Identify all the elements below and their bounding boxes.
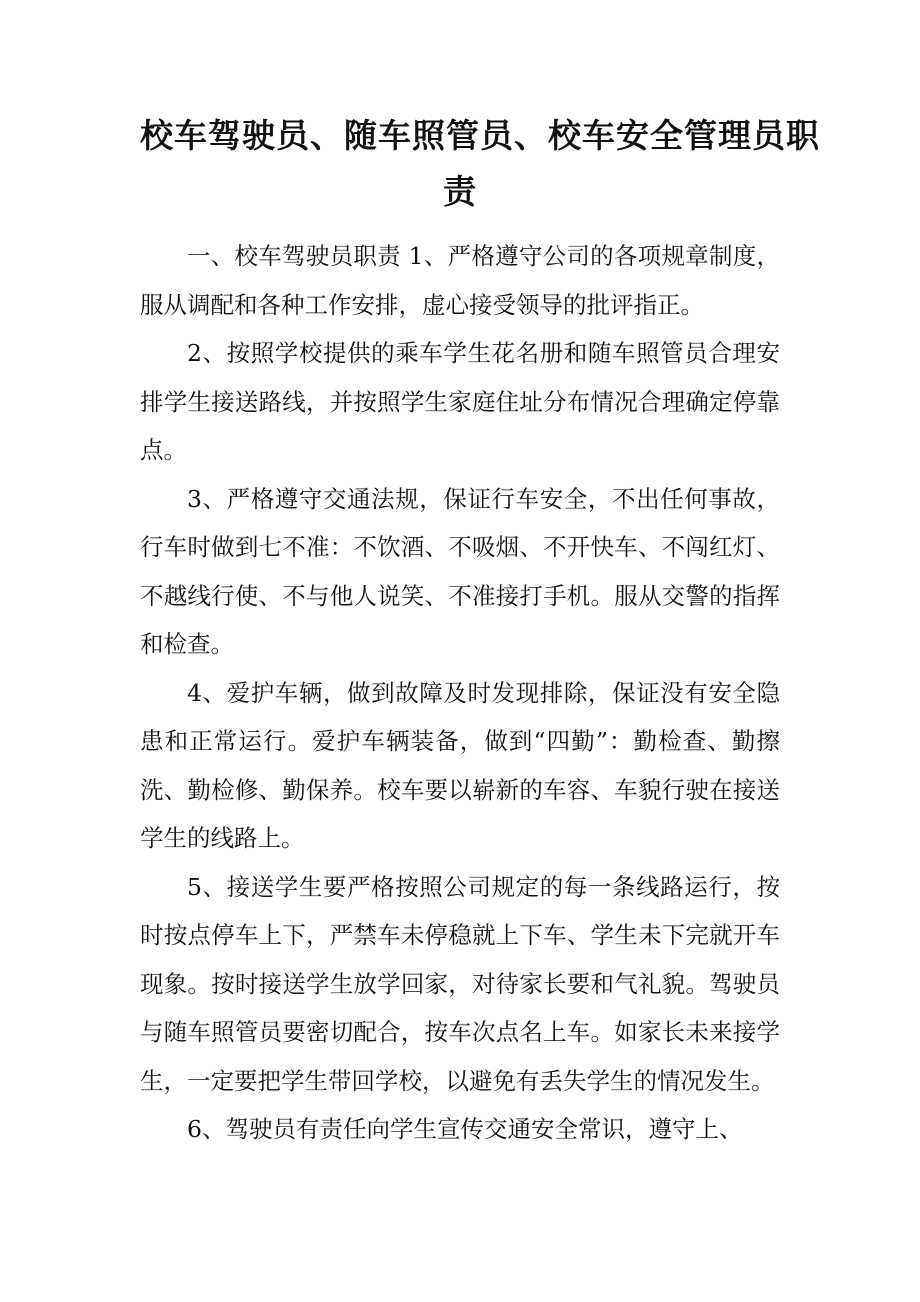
paragraph-driver-duty-3: 3、严格遵守交通法规，保证行车安全，不出任何事故，行车时做到七不准：不饮酒、不吸烟、不开快车、不闯红灯、不越线行使、不与他人说笑、不准接打手机。服从交警的指挥和检查。	[140, 484, 780, 658]
paragraph-driver-duty-4: 4、爱护车辆，做到故障及时发现排除，保证没有安全隐患和正常运行。爱护车辆装备，做到“四勤”：勤检查、勤擦洗、勤检修、勤保养。校车要以崭新的车容、车貌行驶在接送学生的线路上。	[140, 678, 780, 852]
paragraph-driver-duty-2: 2、按照学校提供的乘车学生花名册和随车照管员合理安排学生接送路线，并按照学生家庭住址分布情况合理确定停靠点。	[140, 339, 780, 464]
document-title-line-2: 责	[443, 172, 477, 211]
document-body	[140, 232, 780, 1154]
document-page	[140, 0, 820, 1154]
document-title	[140, 108, 820, 220]
paragraph-driver-duty-1: 一、校车驾驶员职责 1、严格遵守公司的各项规章制度，服从调配和各种工作安排，虚心接受领导的批评指正。	[140, 242, 780, 319]
paragraph-driver-duty-5: 5、接送学生要严格按照公司规定的每一条线路运行，按时按点停车上下，严禁车未停稳就上下车、学生未下完就开车现象。按时接送学生放学回家，对待家长要和气礼貌。驾驶员与随车照管员要密切配合，按车次点名上车。如家长未来接学生，一定要把学生带回学校，以避免有丢失学生的情况发生。	[140, 872, 780, 1095]
paragraph-driver-duty-6: 6、驾驶员有责任向学生宣传交通安全常识，遵守上、	[187, 1115, 743, 1143]
document-title-line-1: 校车驾驶员、随车照管员、校车安全管理员职	[140, 116, 820, 155]
